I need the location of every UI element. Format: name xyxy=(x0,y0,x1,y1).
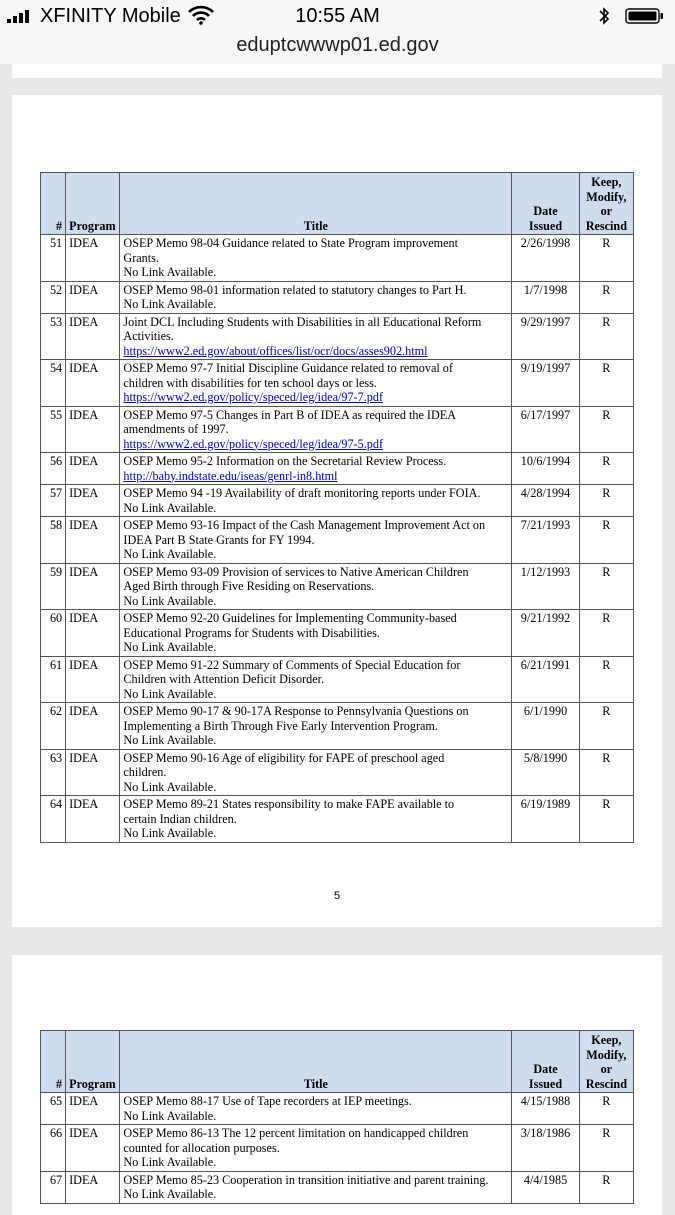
title-line: Aged Birth through Five Residing on Reservations. xyxy=(123,579,375,593)
row-action: R xyxy=(579,406,633,453)
table-row xyxy=(41,360,634,407)
title-line: No Link Available. xyxy=(123,265,217,279)
row-date-issued: 9/29/1997 xyxy=(512,313,579,360)
row-action: R xyxy=(579,563,633,610)
row-program: IDEA xyxy=(66,1171,120,1203)
row-action: R xyxy=(579,453,633,485)
title-line: No Link Available. xyxy=(123,826,217,840)
title-line: Grants. xyxy=(123,250,159,265)
table-row xyxy=(41,563,634,610)
row-date-issued: 6/21/1991 xyxy=(512,656,579,703)
row-number: 66 xyxy=(41,1125,66,1172)
header-action-line: Rescind xyxy=(585,218,627,233)
row-number: 62 xyxy=(41,703,66,750)
header-number: # xyxy=(41,1031,66,1093)
row-program: IDEA xyxy=(66,406,120,453)
battery-icon xyxy=(625,8,665,24)
row-title xyxy=(120,1093,512,1125)
title-line: Implementing a Birth Through Five Early Intervention Program. xyxy=(123,718,438,733)
header-action-line: or xyxy=(600,1062,613,1076)
title-line: OSEP Memo 85-23 Cooperation in transition initiative and parent training. xyxy=(123,1172,489,1187)
title-line: OSEP Memo 89-21 States responsibility to make FAPE available to xyxy=(123,797,455,811)
row-program: IDEA xyxy=(66,313,120,360)
title-line: OSEP Memo 90-16 Age of eligibility for FAPE of preschool aged xyxy=(123,750,445,765)
row-date-issued: 4/15/1988 xyxy=(512,1093,579,1125)
title-line: OSEP Memo 92-20 Guidelines for Implementing Community-based xyxy=(123,611,457,625)
row-program: IDEA xyxy=(66,796,120,843)
row-program: IDEA xyxy=(66,281,120,313)
address-bar[interactable] xyxy=(0,30,675,64)
memo-table xyxy=(40,172,634,843)
row-number: 65 xyxy=(41,1093,66,1125)
row-program: IDEA xyxy=(66,1093,120,1125)
row-date-issued: 5/8/1990 xyxy=(512,749,579,796)
title-line: OSEP Memo 98-01 information related to statutory changes to Part H. xyxy=(123,282,467,297)
row-title xyxy=(120,313,512,360)
header-action-line: Keep, xyxy=(591,1033,622,1047)
row-title xyxy=(120,749,512,796)
row-action: R xyxy=(579,656,633,703)
header-title: Title xyxy=(120,1031,512,1093)
row-program: IDEA xyxy=(66,749,120,796)
header-date-issued: Date Issued xyxy=(512,1031,579,1093)
title-line: No Link Available. xyxy=(123,593,217,608)
header-row xyxy=(41,173,634,235)
row-title xyxy=(120,703,512,750)
table-row xyxy=(41,796,634,843)
title-line: OSEP Memo 98-04 Guidance related to State Program improvement xyxy=(123,236,459,250)
previous-page-edge xyxy=(12,64,662,78)
row-number: 53 xyxy=(41,313,66,360)
title-line: OSEP Memo 91-22 Summary of Comments of Special Education for xyxy=(123,657,461,672)
carrier-name: XFINITY Mobile xyxy=(40,5,181,27)
row-number: 63 xyxy=(41,749,66,796)
table-row xyxy=(41,406,634,453)
title-line: OSEP Memo 90-17 & 90-17A Response to Pennsylvania Questions on xyxy=(123,704,469,718)
row-action: R xyxy=(579,796,633,843)
title-line: No Link Available. xyxy=(123,640,217,654)
row-program: IDEA xyxy=(66,485,120,517)
header-action-line: or xyxy=(600,204,613,218)
row-action: R xyxy=(579,235,633,282)
table-row xyxy=(41,749,634,796)
title-line: No Link Available. xyxy=(123,297,217,311)
title-line: amendments of 1997. xyxy=(123,422,229,436)
row-title xyxy=(120,610,512,657)
row-date-issued: 6/1/1990 xyxy=(512,703,579,750)
header-action-line: Modify, xyxy=(586,1047,627,1062)
header-row xyxy=(41,1031,634,1093)
row-date-issued: 2/26/1998 xyxy=(512,235,579,282)
row-number: 57 xyxy=(41,485,66,517)
title-line: No Link Available. xyxy=(123,779,217,794)
row-action: R xyxy=(579,1093,633,1125)
clock-time: 10:55 AM xyxy=(295,5,380,27)
title-line: OSEP Memo 97-5 Changes in Part B of IDEA as required the IDEA xyxy=(123,407,457,422)
memo-link[interactable]: https://www2.ed.gov/policy/speced/leg/idea/97-5.pdf xyxy=(123,436,383,451)
row-number: 51 xyxy=(41,235,66,282)
page-number: 5 xyxy=(333,890,341,902)
title-line: Educational Programs for Students with Disabilities. xyxy=(123,625,380,640)
title-line: OSEP Memo 86-13 The 12 percent limitation on handicapped children xyxy=(123,1126,469,1140)
row-number: 67 xyxy=(41,1171,66,1203)
header-action-line: Modify, xyxy=(586,189,627,204)
title-line: No Link Available. xyxy=(123,733,217,747)
title-line: OSEP Memo 88-17 Use of Tape recorders at IEP meetings. xyxy=(123,1094,412,1108)
table-row xyxy=(41,281,634,313)
row-action: R xyxy=(579,1171,633,1203)
title-line: OSEP Memo 93-09 Provision of services to Native American Children xyxy=(123,564,469,579)
row-number: 56 xyxy=(41,453,66,485)
document-page-5[interactable] xyxy=(12,95,662,927)
row-program: IDEA xyxy=(66,563,120,610)
row-title xyxy=(120,563,512,610)
row-program: IDEA xyxy=(66,453,120,485)
table-row xyxy=(41,656,634,703)
row-action: R xyxy=(579,313,633,360)
row-date-issued: 4/28/1994 xyxy=(512,485,579,517)
title-line: Activities. xyxy=(123,329,174,343)
table-row xyxy=(41,1125,634,1172)
row-program: IDEA xyxy=(66,517,120,564)
status-bar xyxy=(0,0,675,30)
row-number: 58 xyxy=(41,517,66,564)
row-program: IDEA xyxy=(66,1125,120,1172)
row-number: 54 xyxy=(41,360,66,407)
row-date-issued: 1/12/1993 xyxy=(512,563,579,610)
title-line: No Link Available. xyxy=(123,1187,217,1201)
title-line: OSEP Memo 93-16 Impact of the Cash Management Improvement Act on xyxy=(123,518,486,532)
header-title: Title xyxy=(120,173,512,235)
row-program: IDEA xyxy=(66,360,120,407)
row-action: R xyxy=(579,749,633,796)
row-action: R xyxy=(579,281,633,313)
row-number: 60 xyxy=(41,610,66,657)
row-action: R xyxy=(579,610,633,657)
title-line: Joint DCL Including Students with Disabilities in all Educational Reform xyxy=(123,314,482,329)
header-action xyxy=(579,1031,633,1093)
title-line: OSEP Memo 94 -19 Availability of draft monitoring reports under FOIA. xyxy=(123,486,481,500)
row-number: 61 xyxy=(41,656,66,703)
header-date-issued: Date Issued xyxy=(512,173,579,235)
row-program: IDEA xyxy=(66,656,120,703)
row-title xyxy=(120,796,512,843)
title-line: children. xyxy=(123,765,167,779)
title-line: OSEP Memo 97-7 Initial Discipline Guidance related to removal of xyxy=(123,361,453,375)
row-title xyxy=(120,656,512,703)
row-title xyxy=(120,360,512,407)
row-title xyxy=(120,235,512,282)
header-action-line: Keep, xyxy=(591,175,622,189)
table-row xyxy=(41,517,634,564)
row-date-issued: 3/18/1986 xyxy=(512,1125,579,1172)
table-row xyxy=(41,703,634,750)
memo-link[interactable]: https://www2.ed.gov/about/offices/list/ocr/docs/asses902.html xyxy=(123,343,428,358)
row-date-issued: 6/17/1997 xyxy=(512,406,579,453)
row-title xyxy=(120,453,512,485)
title-line: children with disabilities for ten school days or less. xyxy=(123,375,377,390)
title-line: certain Indian children. xyxy=(123,811,237,826)
row-action: R xyxy=(579,485,633,517)
row-action: R xyxy=(579,1125,633,1172)
row-title xyxy=(120,1171,512,1203)
row-date-issued: 4/4/1985 xyxy=(512,1171,579,1203)
row-title xyxy=(120,1125,512,1172)
row-number: 55 xyxy=(41,406,66,453)
memo-table xyxy=(40,1030,634,1204)
row-date-issued: 1/7/1998 xyxy=(512,281,579,313)
row-title xyxy=(120,517,512,564)
table-row xyxy=(41,1093,634,1125)
header-action xyxy=(579,173,633,235)
memo-link[interactable]: https://www2.ed.gov/policy/speced/leg/idea/97-7.pdf xyxy=(123,390,383,404)
row-date-issued: 6/19/1989 xyxy=(512,796,579,843)
row-date-issued: 10/6/1994 xyxy=(512,453,579,485)
row-program: IDEA xyxy=(66,235,120,282)
document-page-6[interactable] xyxy=(12,955,662,1215)
table-row xyxy=(41,235,634,282)
row-title xyxy=(120,406,512,453)
title-line: No Link Available. xyxy=(123,686,217,701)
row-title xyxy=(120,281,512,313)
row-number: 59 xyxy=(41,563,66,610)
title-line: IDEA Part B State Grants for FY 1994. xyxy=(123,532,315,547)
row-action: R xyxy=(579,517,633,564)
title-line: No Link Available. xyxy=(123,547,217,561)
title-line: OSEP Memo 95-2 Information on the Secretarial Review Process. xyxy=(123,454,447,468)
title-line: Children with Attention Deficit Disorder. xyxy=(123,672,325,686)
header-program: Program xyxy=(66,1031,120,1093)
row-program: IDEA xyxy=(66,610,120,657)
header-number: # xyxy=(41,173,66,235)
table-row xyxy=(41,610,634,657)
table-row xyxy=(41,1171,634,1203)
title-line: No Link Available. xyxy=(123,500,217,515)
title-line: No Link Available. xyxy=(123,1155,217,1169)
row-action: R xyxy=(579,703,633,750)
memo-link[interactable]: http://baby.indstate.edu/iseas/genrl-in8.html xyxy=(123,468,338,483)
row-number: 52 xyxy=(41,281,66,313)
row-program: IDEA xyxy=(66,703,120,750)
row-date-issued: 9/19/1997 xyxy=(512,360,579,407)
table-row xyxy=(41,485,634,517)
url-text: eduptcwwwp01.ed.gov xyxy=(236,34,439,56)
bluetooth-icon xyxy=(598,6,610,26)
table-row xyxy=(41,313,634,360)
row-number: 64 xyxy=(41,796,66,843)
table-row xyxy=(41,453,634,485)
header-program: Program xyxy=(66,173,120,235)
row-action: R xyxy=(579,360,633,407)
title-line: counted for allocation purposes. xyxy=(123,1140,280,1155)
row-date-issued: 7/21/1993 xyxy=(512,517,579,564)
title-line: No Link Available. xyxy=(123,1108,217,1123)
row-title xyxy=(120,485,512,517)
row-date-issued: 9/21/1992 xyxy=(512,610,579,657)
header-action-line: Rescind xyxy=(585,1076,627,1091)
